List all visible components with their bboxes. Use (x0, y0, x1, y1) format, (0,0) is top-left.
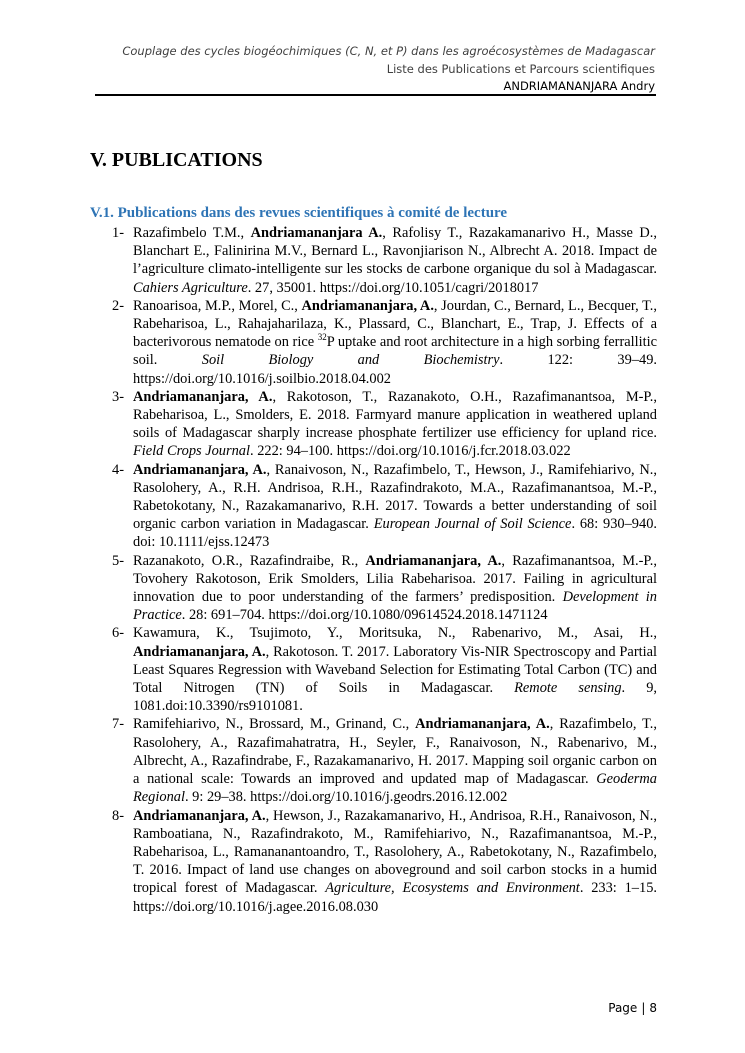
header-section-title: Liste des Publications et Parcours scientifiques (386, 62, 655, 76)
journal-name: Remote sensing (514, 680, 622, 697)
page-separator: | (641, 1001, 646, 1015)
publication-citation: Kawamura, K., Tsujimoto, Y., Moritsuka, N., Rabenarivo, M., Asai, H., Andriamananjara, A., Rakotoson. T. 2017. Laboratory Vis-NIR Spectroscopy and Partial Least Squares Regression with Waveband Selection for Estimating Total Carbon (TC) and Total Nitrogen (TN) of Soils in Madagascar. Remote sensing. 9, 1081.doi:10.3390/rs9101081. (133, 625, 657, 715)
journal-name: Agriculture, Ecosystems and Environment (325, 880, 580, 897)
page-footer (608, 1001, 657, 1015)
publication-number: 1- (112, 225, 124, 241)
publication-item (90, 807, 657, 916)
author-highlight: Andriamananjara, A. (133, 461, 267, 478)
author-highlight: Andriamananjara, A. (133, 388, 273, 405)
subsection-heading: V.1. Publications dans des revues scientifiques à comité de lecture (90, 205, 508, 221)
publication-item (90, 552, 657, 625)
publication-list (90, 224, 657, 916)
publication-citation: Ramifehiarivo, N., Brossard, M., Grinand, C., Andriamananjara, A., Razafimbelo, T., Rasolohery, A., Razafimahatratra, H., Seyler, F., Ranaivoson, N., Rabenarivo, M., Albrecht, A., Razafindrabe, F., Razakamanarivo, H. 2017. Mapping soil organic carbon on a national scale: Towards an improved and updated map of Madagascar. Geoderma Regional. 9: 29–38. https://doi.org/10.1016/j.geodrs.2016.12.002 (133, 716, 657, 806)
publication-item (90, 297, 657, 388)
publication-item (90, 224, 657, 297)
publication-citation: Ranoarisoa, M.P., Morel, C., Andriamananjara, A., Jourdan, C., Bernard, L., Becquer, T., Rabeharisoa, L., Rahajaharilaza, K., Plassard, C., Blanchart, E., Trap, J. Effects of a bacterivorous nematode on rice $^{32}$P uptake and root architecture in a high sorbing ferrallitic soil. Soil Biology and Biochemistry. 122: 39–49. https://doi.org/10.1016/j.soilbio.2018.04.002 (133, 297, 658, 387)
publication-item (90, 461, 657, 552)
publication-citation: Razafimbelo T.M., Andriamananjara A., Rafolisy T., Razakamanarivo H., Masse D., Blanchart E., Falinirina M.V., Bernard L., Ravonjiarison N., Albrecht A. 2018. Impact de l’agriculture climato-intelligente sur les stocks de carbone organique du sol à Madagascar. Cahiers Agriculture. 27, 35001. https://doi.org/10.1051/cagri/2018017 (133, 225, 658, 296)
publication-number: 3- (112, 388, 124, 405)
author-highlight: Andriamananjara, A. (415, 716, 550, 733)
publication-number: 5- (112, 552, 124, 569)
isotope-superscript: 32 (317, 332, 327, 343)
journal-name: Soil Biology and Biochemistry (201, 352, 500, 369)
publication-citation: Razanakoto, O.R., Razafindraibe, R., Andriamananjara, A., Razafimanantsoa, M.-P., Tovohery Rakotoson, Erik Smolders, Lilia Rabeharisoa. 2017. Failing in agricultural innovation due to poor understanding of the farmers’ predisposition. Development in Practice. 28: 691–704. https://doi.org/10.1080/09614524.2018.1471124 (133, 552, 657, 624)
author-highlight: Andriamananjara, A. (365, 552, 502, 569)
publication-citation: Andriamananjara, A., Hewson, J., Razakamanarivo, H., Andrisoa, R.H., Ranaivoson, N., Ramboatiana, N., Razafindrakoto, M., Ramifehiarivo, N., Razafimanantsoa, M.-P., Rabeharisoa, L., Ramananantoandro, T., Rasolohery, A., Rabetokotany, N., Razafimbelo, T. 2016. Impact of land use changes on aboveground and soil carbon stocks in a humid tropical forest of Madagascar. Agriculture, Ecosystems and Environment. 233: 1–15. https://doi.org/10.1016/j.agee.2016.08.030 (133, 807, 657, 915)
publication-citation: Andriamananjara, A., Rakotoson, T., Razanakoto, O.H., Razafimanantsoa, M-P., Rabeharisoa, L., Smolders, E. 2018. Farmyard manure application in weathered upland soils of Madagascar sharply increase phosphate fertilizer use efficiency for upland rice. Field Crops Journal. 222: 94–100. https://doi.org/10.1016/j.fcr.2018.03.022 (133, 388, 658, 460)
publication-item (90, 388, 657, 461)
journal-name: European Journal of Soil Science (373, 516, 572, 533)
header-author-name: ANDRIAMANANJARA Andry (503, 79, 655, 93)
page-number: 8 (649, 1001, 657, 1015)
journal-name: Development in Practice (133, 589, 657, 624)
author-highlight: Andriamananjara A. (250, 225, 383, 241)
publication-item (90, 624, 657, 715)
author-highlight: Andriamananjara, A. (133, 643, 266, 660)
publication-number: 8- (112, 807, 124, 824)
journal-name: Field Crops Journal (133, 443, 250, 460)
journal-name: Geoderma Regional (133, 771, 657, 806)
header-divider (95, 94, 656, 96)
publication-number: 4- (112, 461, 124, 478)
journal-name: Cahiers Agriculture (133, 279, 248, 296)
publication-number: 2- (112, 297, 124, 314)
section-heading: V. PUBLICATIONS (90, 149, 263, 171)
page-label: Page (608, 1001, 638, 1015)
header-document-title: Couplage des cycles biogéochimiques (C, N, et P) dans les agroécosystèmes de Madagascar (122, 44, 655, 58)
publication-citation: Andriamananjara, A., Ranaivoson, N., Razafimbelo, T., Hewson, J., Ramifehiarivo, N., Rasolohery, A., R.H. Andrisoa, R.H., Razafindrakoto, M.A., Razafimanantsoa, M.-P., Rabetokotany, N., Razakamanarivo, R.H. 2017. Towards a better understanding of soil organic carbon variation in Madagascar. European Journal of Soil Science. 68: 930–940. doi: 10.1111/ejss.12473 (133, 461, 657, 551)
publication-item (90, 715, 657, 806)
publication-number: 7- (112, 716, 124, 733)
author-highlight: Andriamananjara, A. (301, 297, 434, 314)
publication-number: 6- (112, 625, 124, 642)
author-highlight: Andriamananjara, A. (133, 807, 266, 824)
